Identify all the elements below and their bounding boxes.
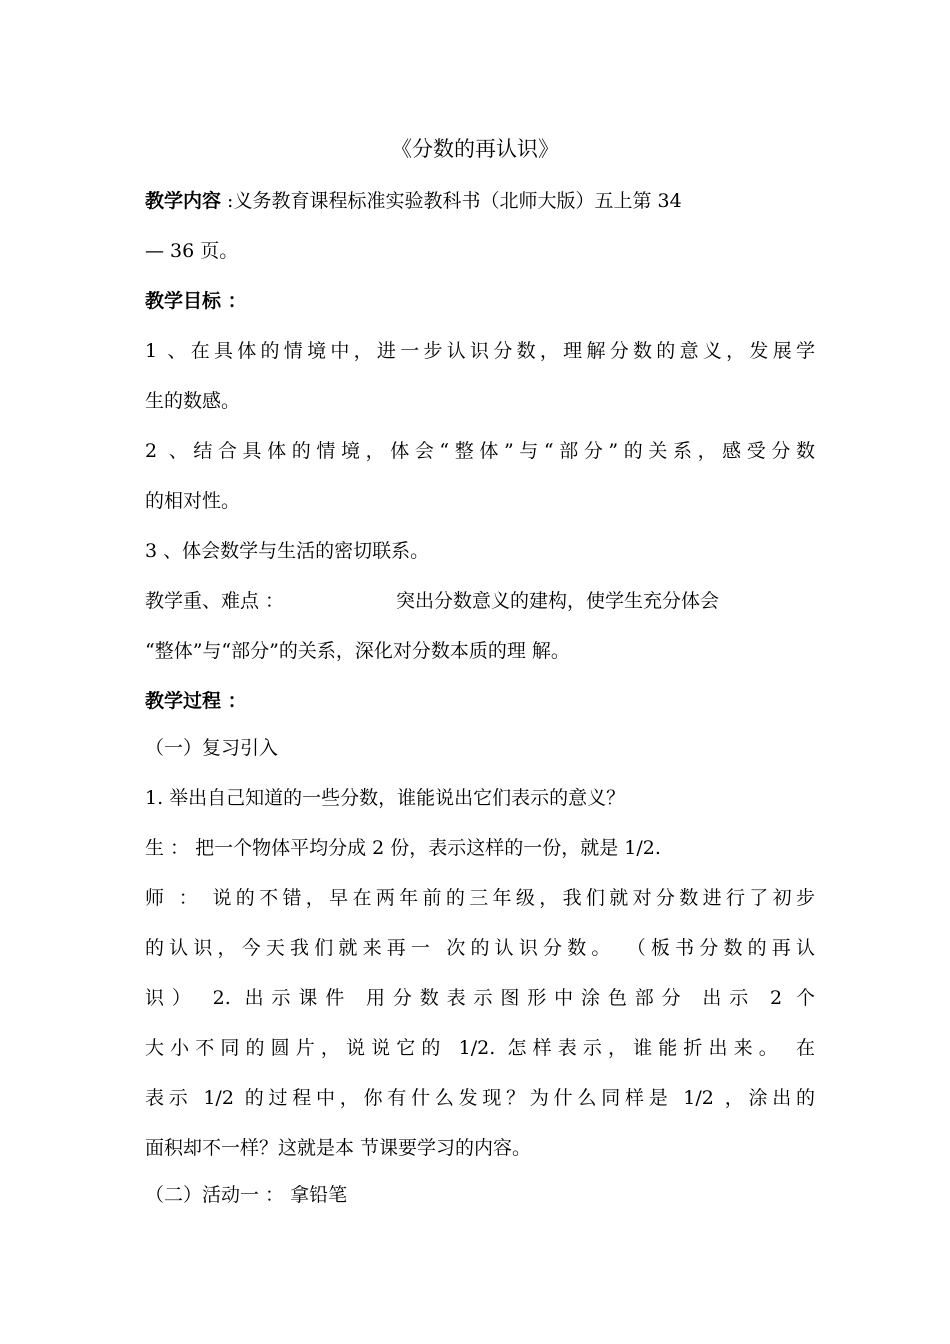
key-points-line-2: “整体”与“部分”的关系，深化对分数本质的理 解。 (145, 640, 570, 662)
teaching-goals-heading (145, 286, 815, 316)
section-2-heading: （二）活动一 ： 拿铅笔 (145, 1184, 348, 1206)
teacher-line-2: 的认识，今天我们就来再一 次的认识分数。 （板书分数的再认 (145, 937, 815, 959)
key-points-label: 教学重、难点 ： (145, 590, 285, 612)
student-answer: 生 ： 把一个物体平均分成 2 份，表示这样的一份，就是 1/2. (145, 837, 661, 859)
teaching-goals-label: 教学目标 (145, 290, 222, 312)
teaching-process-heading (145, 686, 815, 716)
question-1: 1. 举出自己知道的一些分数，谁能说出它们表示的意义？ (145, 787, 626, 809)
key-points-text: 突出分数意义的建构，使学生充分体会 (396, 590, 720, 612)
teacher-line-5: 表示 1/2 的过程中，你有什么发现？为什么同样是 1/2 ，涂出的 (145, 1087, 815, 1109)
teacher-line-1: 师 ： 说的不错，早在两年前的三年级，我们就对分数进行了初步 (145, 887, 815, 909)
document-title: 《分数的再认识》 (391, 137, 559, 161)
goal-1-line-2: 生的数感。 (145, 390, 241, 412)
teacher-line-6: 面积却不一样？这就是本 节课要学习的内容。 (145, 1137, 532, 1159)
teaching-process-colon: ： (221, 690, 247, 712)
teaching-content-line-1 (145, 186, 815, 216)
teaching-content-text: :义务教育课程标准实验教科书（北师大版）五上第 34 (221, 190, 682, 212)
teacher-line-4: 大小不同的圆片，说说它的 1/2. 怎样表示，谁能折出来。 在 (145, 1037, 815, 1059)
goal-2-line-1: 2 、结合具体的情境，体会“整体”与“部分”的关系，感受分数 (145, 440, 815, 462)
goal-3: 3 、体会数学与生活的密切联系。 (145, 540, 430, 562)
goal-2-line-2: 的相对性。 (145, 490, 241, 512)
section-1-heading: （一）复习引入 (145, 737, 279, 759)
teacher-line-3: 识） 2. 出示课件 用分数表示图形中涂色部分 出示 2 个 (145, 987, 815, 1009)
teaching-goals-colon: ： (221, 290, 247, 312)
goal-1-line-1: 1 、在具体的情境中，进一步认识分数，理解分数的意义，发展学 (145, 340, 815, 362)
key-points-line-1 (145, 586, 815, 616)
teaching-content-label: 教学内容 (145, 190, 222, 212)
teaching-content-line-2: — 36 页。 (145, 240, 239, 262)
teaching-process-label: 教学过程 (145, 690, 222, 712)
